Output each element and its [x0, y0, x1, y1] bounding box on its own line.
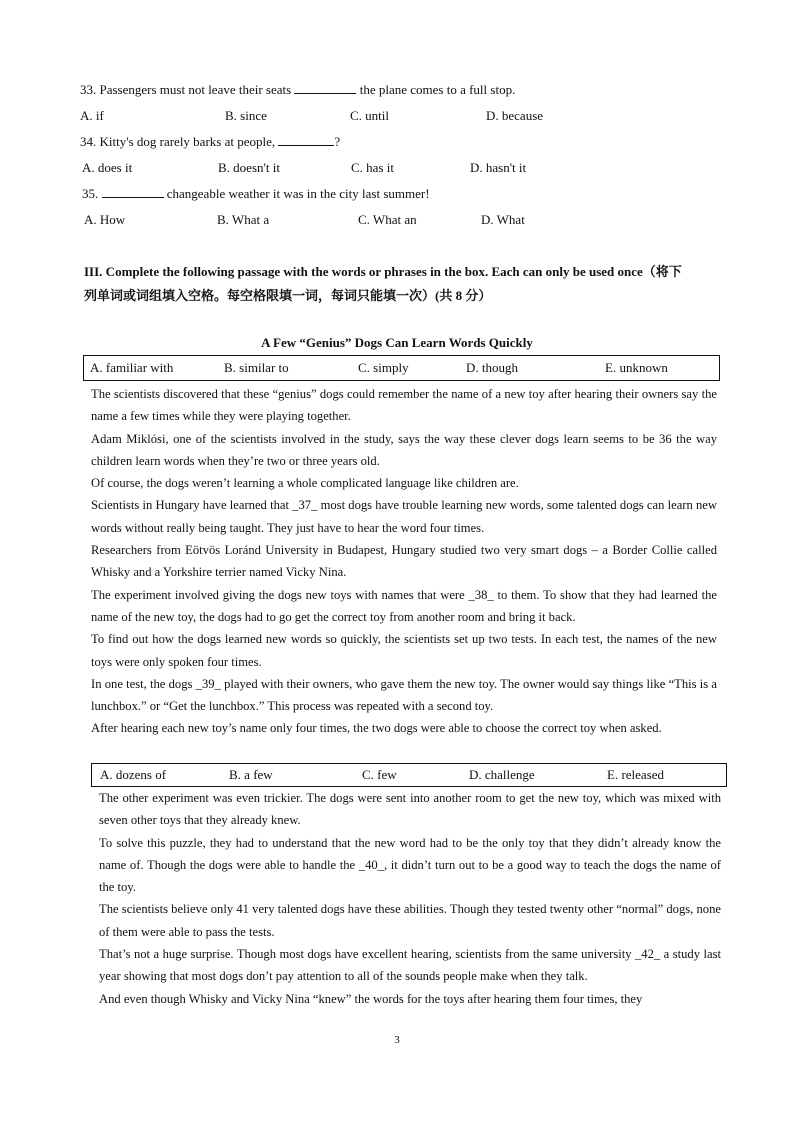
answer-blank	[278, 145, 334, 146]
option-d: D. What	[481, 212, 525, 227]
question-35-number: 35.	[82, 186, 99, 201]
question-33-stem-end: the plane comes to a full stop.	[359, 82, 516, 97]
option-c: C. has it	[351, 160, 394, 175]
word-box-item: B. a few	[229, 767, 273, 782]
word-box-item: A. familiar with	[90, 360, 174, 375]
question-34-stem-end: ?	[334, 134, 341, 149]
option-d: D. hasn't it	[470, 160, 527, 175]
paragraph: The scientists believe only 41 very talented dogs have these abilities. Though they tested twenty other “normal” dogs, none of them were able to pass the tests.	[99, 902, 721, 939]
passage-part-1	[91, 383, 717, 740]
option-c: C. What an	[358, 212, 417, 227]
option-b: B. doesn't it	[218, 160, 280, 175]
paragraph: To solve this puzzle, they had to understand that the new word had to be the only toy that they didn’t already know the name of. Though the dogs were able to handle the _40_, it didn’t turn out to be a good way to teach the dogs the name of the toy.	[99, 835, 721, 895]
option-a: A. How	[84, 212, 126, 227]
question-33	[80, 82, 515, 98]
word-box-item: D. though	[466, 360, 518, 375]
answer-blank	[294, 93, 356, 94]
option-a: A. if	[80, 108, 104, 123]
answer-blank	[102, 197, 164, 198]
option-b: B. since	[225, 108, 267, 123]
word-box-1	[83, 355, 720, 381]
paragraph: The other experiment was even trickier. The dogs were sent into another room to get the new toy, which was mixed with seven other toys that they already knew.	[99, 791, 721, 828]
word-box-item: E. unknown	[605, 360, 668, 375]
word-box-item: D. challenge	[469, 767, 535, 782]
section-heading: III. Complete the following passage with the words or phrases in the box. Each can only be used once（将下	[84, 264, 682, 279]
option-d: D. because	[486, 108, 544, 123]
word-box-item: B. similar to	[224, 360, 289, 375]
question-34	[80, 134, 340, 150]
option-a: A. does it	[82, 160, 133, 175]
word-box-item: A. dozens of	[100, 767, 167, 782]
word-box-2	[91, 763, 727, 787]
paragraph: And even though Whisky and Vicky Nina “knew” the words for the toys after hearing them four times, they	[99, 991, 643, 1006]
question-35-stem-end: changeable weather it was in the city last summer!	[166, 186, 430, 201]
paragraph: In one test, the dogs _39_ played with their owners, who gave them the new toy. The owner would say things like “This is a lunchbox.” or “Get the lunchbox.” This process was repeated with a second toy.	[91, 676, 717, 714]
question-34-stem: 34. Kitty's dog rarely barks at people,	[80, 134, 276, 149]
passage-title: A Few “Genius” Dogs Can Learn Words Quickly	[261, 335, 533, 350]
question-33-stem: 33. Passengers must not leave their seats	[80, 82, 292, 97]
paragraph: Adam Miklósi, one of the scientists involved in the study, says the way these clever dogs learn seems to be 36 the way children learn words when they’re two or three years old.	[91, 431, 717, 468]
paragraph: The experiment involved giving the dogs new toys with names that were _38_ to them. To show that they had learned the name of the new toy, the dogs had to go get the correct toy from another room and bring it back.	[91, 587, 717, 624]
paragraph: That’s not a huge surprise. Though most dogs have excellent hearing, scientists from the same university _42_ a study last year showing that most dogs don’t pay attention to all of the sounds people make when they talk.	[99, 947, 721, 984]
paragraph: The scientists discovered that these “genius” dogs could remember the name of a new toy after hearing their owners say the name a few times while they were playing together.	[91, 387, 717, 424]
word-box-item: C. few	[362, 767, 397, 782]
paragraph: To find out how the dogs learned new words so quickly, the scientists set up two tests. In each test, the names of the new toys were only spoken four times.	[91, 632, 717, 669]
option-c: C. until	[350, 108, 390, 123]
paragraph: Of course, the dogs weren’t learning a whole complicated language like children are.	[91, 476, 519, 491]
word-box-item: E. released	[607, 767, 665, 782]
paragraph: Scientists in Hungary have learned that _37_ most dogs have trouble learning new words, some talented dogs can learn new words without really being taught. They just have to hear the word four times.	[91, 498, 717, 535]
question-35	[82, 186, 430, 202]
paragraph: Researchers from Eötvös Loránd University in Budapest, Hungary studied two very smart dogs – a Border Collie called Whisky and a Yorkshire terrier named Vicky Nina.	[91, 543, 717, 580]
passage-part-2	[99, 787, 721, 1010]
word-box-item: C. simply	[358, 360, 409, 375]
section-heading-cont: 列单词或词组填入空格。每空格限填一词，每词只能填一次）(共 8 分）	[84, 288, 492, 303]
paragraph: After hearing each new toy’s name only four times, the two dogs were able to choose the correct toy when asked.	[91, 721, 662, 736]
page-number: 3	[394, 1034, 400, 1046]
option-b: B. What a	[217, 212, 270, 227]
